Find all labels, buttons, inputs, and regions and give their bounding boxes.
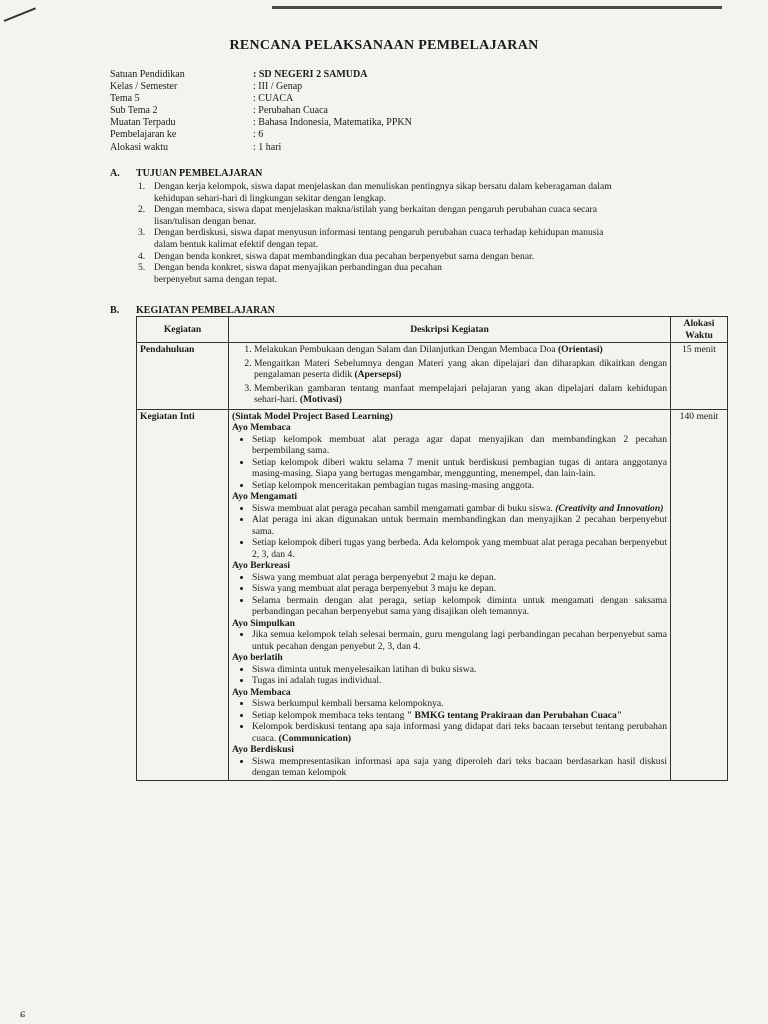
activity-item (252, 664, 667, 676)
goal-line: Dengan membaca, siswa dapat menjelaskan makna/istilah yang berkaitan dengan pengaruh perubahan cuaca secara (154, 204, 597, 216)
phase-time: 15 menit (671, 343, 728, 410)
item-tag: (Communication) (278, 732, 352, 744)
activity-item (252, 537, 667, 560)
activity-list (232, 503, 667, 561)
identity-value: : Perubahan Cuaca (253, 105, 328, 117)
activity-item (252, 721, 667, 744)
item-text: Jika semua kelompok telah selesai bermain, guru mengulang lagi perbandingan pecahan berpenyebut sama untuk pecahan dengan penyebut 2, 3, dan 4. (252, 629, 667, 652)
activity-heading: Ayo Berdiskusi (232, 744, 294, 755)
item-text: Setiap kelompok membaca teks tentang (252, 709, 407, 721)
section-a-heading: A. TUJUAN PEMBELAJARAN (110, 168, 263, 179)
goal-number: 4. (138, 250, 146, 262)
document-title: RENCANA PELAKSANAAN PEMBELAJARAN (229, 38, 539, 53)
goal-item (136, 251, 716, 263)
activity-list (232, 629, 667, 652)
goal-number: 5. (138, 262, 146, 274)
item-text: Melakukan Pembukaan dengan Salam dan Dilanjutkan Dengan Membaca Doa (254, 344, 558, 355)
item-text: Memberikan gambaran tentang manfaat mempelajari pelajaran yang akan dipelajari dalam kehidupan sehari-hari. (254, 382, 667, 405)
goal-line: berpenyebut sama dengan tepat. (154, 273, 278, 285)
goal-line: dalam bentuk kalimat efektif dengan tepat. (154, 238, 319, 250)
activity-heading: Ayo Simpulkan (232, 617, 296, 629)
activity-list (232, 756, 667, 779)
activity-list (232, 664, 667, 687)
table-row-inti (137, 409, 728, 780)
activity-list (232, 698, 667, 744)
identity-value: : CUACA (253, 93, 294, 105)
activity-item (252, 457, 667, 480)
goal-item (136, 204, 716, 227)
identity-value: : 6 (253, 129, 264, 141)
identity-label: Satuan Pendidikan (110, 69, 185, 80)
header-deskripsi: Deskripsi Kegiatan (229, 317, 671, 343)
activity-heading: Ayo berlatih (232, 652, 283, 663)
activities-table (136, 316, 728, 781)
section-b-heading: B. KEGIATAN PEMBELAJARAN (110, 305, 275, 316)
activity-item (252, 572, 667, 584)
pendahuluan-list (232, 344, 667, 406)
identity-value: : Bahasa Indonesia, Matematika, PPKN (253, 117, 412, 129)
goal-line: Dengan benda konkret, siswa dapat membandingkan dua pecahan berpenyebut sama dengan benar. (154, 250, 535, 262)
item-text: Mengaitkan Materi Sebelumnya dengan Materi yang akan dipelajari dan diharapkan dikaitkan dengan pengalaman peserta didik (254, 357, 667, 380)
item-tag: " BMKG tentang Prakiraan dan Perubahan Cuaca" (406, 709, 623, 721)
activity-item (252, 595, 667, 618)
item-text: Siswa yang membuat alat peraga berpenyebut 3 maju ke depan. (252, 583, 497, 594)
identity-label: Tema 5 (110, 93, 140, 105)
activity-item (252, 503, 667, 515)
activity-item (252, 629, 667, 652)
item-text: Alat peraga ini akan digunakan untuk bermain membandingkan dan menyajikan 2 pecahan berpenyebut sama. (252, 514, 667, 537)
activity-item (252, 434, 667, 457)
inti-groups (232, 422, 667, 779)
activity-item (252, 480, 667, 492)
pen-mark (4, 7, 36, 22)
pendahuluan-item (254, 358, 667, 381)
phase-label: Kegiatan Inti (137, 409, 229, 780)
activity-heading: Ayo Berkreasi (232, 560, 290, 571)
identity-label: Alokasi waktu (110, 141, 169, 153)
item-text: Setiap kelompok membuat alat peraga agar dapat menyajikan dan membandingkan 2 pecahan berpembilang sama. (252, 433, 667, 456)
phase-label: Pendahuluan (137, 343, 229, 410)
activity-item (252, 514, 667, 537)
activity-list (232, 434, 667, 492)
pendahuluan-description (229, 343, 671, 410)
phase-time: 140 menit (671, 409, 728, 780)
activity-heading: Ayo Membaca (232, 686, 291, 698)
goal-line: Dengan kerja kelompok, siswa dapat menjelaskan dan menuliskan pentingnya sikap bersatu dalam keberagaman dalam (154, 181, 612, 192)
activity-item (252, 675, 667, 687)
item-text: Setiap kelompok diberi waktu selama 7 menit untuk berdiskusi pembagian tugas di antara anggotanya masing-masing. Siapa yang bertugas mengambar, menggunting, menempel, dan lain-lain. (252, 456, 667, 479)
table-row-pendahuluan (137, 343, 728, 410)
item-text: Siswa diminta untuk menyelesaikan latihan di buku siswa. (252, 663, 477, 675)
activity-heading: Ayo Mengamati (232, 491, 298, 502)
item-text: Siswa mempresentasikan informasi apa saja yang diperoleh dari teks bacaan berdasarkan hasil diskusi dengan teman kelompok (252, 755, 667, 778)
goal-line: Dengan benda konkret, siswa dapat menyajikan perbandingan dua pecahan (154, 262, 442, 274)
identity-value: : SD NEGERI 2 SAMUDA (253, 69, 368, 80)
goals-list (136, 181, 716, 285)
item-text: Tugas ini adalah tugas individual. (252, 675, 382, 686)
item-tag: (Motivasi) (299, 394, 342, 405)
activity-item (252, 698, 667, 710)
top-edge-line (272, 6, 722, 9)
identity-label: Pembelajaran ke (110, 129, 177, 141)
item-text: Kelompok berdiskusi tentang apa saja informasi yang didapat dari teks bacaan tersebut tentang perubahan cuaca. (252, 721, 667, 744)
item-text: Siswa yang membuat alat peraga berpenyebut 2 maju ke depan. (252, 571, 497, 583)
activity-item (252, 583, 667, 595)
item-tag: (Orientasi) (557, 344, 603, 355)
goal-number: 1. (138, 181, 146, 192)
identity-label: Muatan Terpadu (110, 117, 176, 129)
identity-value: : 1 hari (253, 141, 282, 153)
goal-item (136, 262, 716, 285)
identity-label: Sub Tema 2 (110, 105, 158, 117)
goal-line: Dengan berdiskusi, siswa dapat menyusun informasi tentang pengaruh perubahan cuaca terhadap kehidupan manusia (154, 227, 604, 239)
goal-item (136, 227, 716, 250)
model-label: (Sintak Model Project Based Learning) (232, 410, 393, 422)
table-header-row (137, 317, 728, 343)
item-text: Setiap kelompok diberi tugas yang berbeda. Ada kelompok yang membuat alat peraga pecahan berpenyebut 2, 3, dan 4. (252, 537, 667, 560)
item-text: Siswa membuat alat peraga pecahan sambil mengamati gambar di buku siswa. (252, 502, 556, 514)
goal-number: 3. (138, 227, 146, 239)
identity-label: Kelas / Semester (110, 81, 178, 93)
pendahuluan-item (254, 344, 667, 356)
item-text: Siswa berkumpul kembali bersama kelompoknya. (252, 698, 444, 709)
inti-description (229, 409, 671, 780)
activity-item (252, 756, 667, 779)
activity-heading: Ayo Membaca (232, 422, 291, 433)
corner-mark: ɕ (20, 1006, 26, 1020)
item-text: Setiap kelompok menceritakan pembagian tugas masing-masing anggota. (252, 479, 535, 491)
item-tag: (Creativity and Innovation) (555, 502, 664, 514)
goal-line: kehidupan sehari-hari di lingkungan sekitar dengan lengkap. (154, 192, 387, 204)
header-alokasi: Alokasi Waktu (671, 317, 728, 343)
goal-item (136, 181, 716, 204)
goal-number: 2. (138, 204, 146, 216)
item-tag: (Apersepsi) (354, 369, 402, 380)
header-kegiatan: Kegiatan (137, 317, 229, 343)
goal-line: lisan/tulisan dengan benar. (154, 215, 257, 227)
item-text: Selama bermain dengan alat peraga, setiap kelompok diminta untuk mengamati dengan saksama perbandingan pecahan berpenyebut sama yang disajikan oleh temannya. (252, 594, 667, 617)
pendahuluan-item (254, 383, 667, 406)
activity-list (232, 572, 667, 618)
activity-item (252, 710, 667, 722)
identity-value: : III / Genap (253, 81, 303, 93)
